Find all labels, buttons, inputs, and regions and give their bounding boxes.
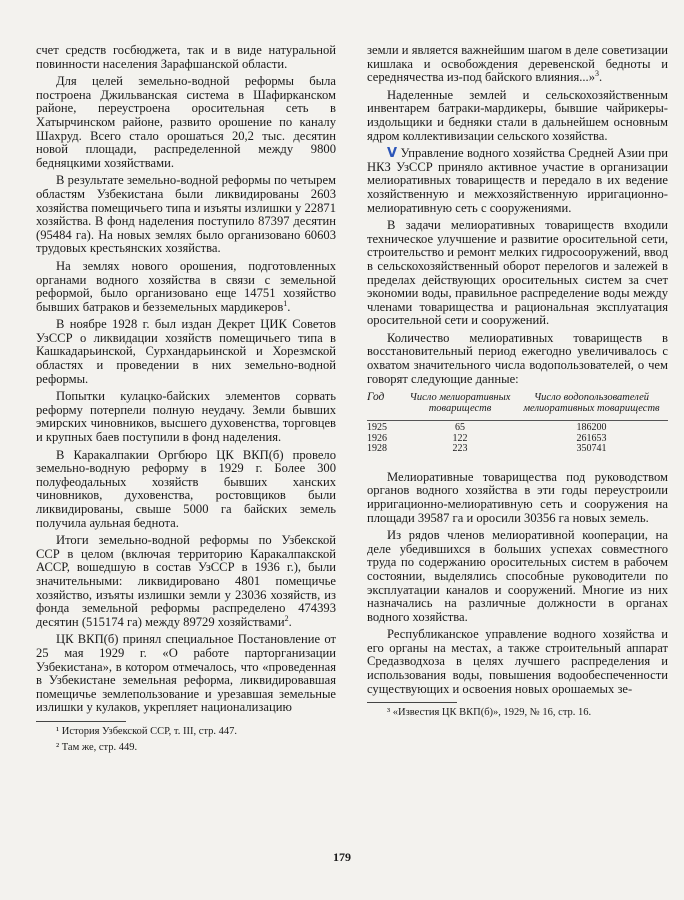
table-cell: 1925 [367,421,405,434]
paragraph-text: земли и является важнейшим шагом в деле советизации кишлака и освобождения деревенской бедноты и середнячества из-под байского влияния...» [367,43,668,85]
statistics-table [367,392,668,455]
paragraph: Из рядов членов мелиоративной кооперации, на деле убедившихся в больших успехах совместного труда по содержанию оросительных систем в рабочем состоянии, выделялись способные руководители по эксплуатации каналов и сооружений. Многие из них назначались на различные должности в органах водного хозяйства. [367,528,668,624]
paragraph [367,147,668,215]
table-cell: 65 [405,421,515,434]
table-cell: 1926 [367,432,387,444]
paragraph: Республиканское управление водного хозяйства и его органы на местах, а также строительный аппарат Средазводхоза в целях лучшего распределения и использования воды, повышения водообеспеченности существующих и освоения новых орошаемых зе- [367,627,668,696]
paragraph-text: Управление водного хозяйства Средней Азии при НКЗ УзССР приняло активное участие в организации мелиоративных товариществ и передало в их ведение хозяйственную и межхозяйственную ирригационно-мелиоративную сеть с сооружениями. [367,146,668,215]
footnote-divider [36,721,126,722]
footnote: ¹ История Узбекской ССР, т. III, стр. 447. [56,725,237,737]
paragraph: В ноябре 1928 г. был издан Декрет ЦИК Советов УзССР о ликвидации хозяйств помещичьего типа в Кашкадарьинской, Сурхандарьинской и Хорезмской областях и проведении в них земельно-водной реформы. [36,317,336,386]
table-cell: 122 [452,432,468,444]
paragraph-text: На землях нового орошения, подготовленных органами водного хозяйства в связи с земельной реформой, было организовано еще 14751 хозяйство бывших батраков и безземельных мардикеров [36,258,336,314]
column-header: Число водопользователей мелиоративных товариществ [523,392,660,415]
footnote: ² Там же, стр. 449. [56,742,138,754]
footnote: ³ «Известия ЦК ВКП(б)», 1929, № 16, стр. 16. [387,707,592,719]
table-cell: 350741 [576,443,607,455]
paragraph: Мелиоративные товарищества под руководством органов водного хозяйства в эти годы переустроили ирригационно-мелиоративную сеть и сооружения на площади 39587 га и оросили 30356 га новых земель. [367,469,668,525]
paragraph: счет средств госбюджета, так и в виде натуральной повинности населения Зарафшанской области. [36,43,336,71]
paragraph: На землях нового орошения, подготовленных органами водного хозяйства в связи с земельной реформой, было организовано еще 14751 хозяйство бывших батраков и безземельных мардикеров$^1$. [36,258,336,314]
paragraph: Итоги земельно-водной реформы по Узбекской ССР в целом (включая территорию Каракалпакской АССР, вошедшую в состав УзССР в 1936 г.), были значительными: ликвидировано 4801 помещичье хозяйство, изъяты излишки земли у 23036 хозяйств, из фонда земельной реформы распределено 474393 десятин (515174 га) между 89729 хозяйствами$^2$. [36,533,336,629]
paragraph: земли и является важнейшим шагом в деле советизации кишлака и освобождения деревенской бедноты и середнячества из-под байского влияния...»$^3$. [367,43,668,85]
paragraph: В Каракалпакии Оргбюро ЦК ВКП(б) провело земельно-водную реформу в 1929 г. Более 300 полуфеодальных хозяйств бывших ханских чиновников, духовенства, ростовщиков были ликвидированы, свыше 5000 га байских земель получила аульная беднота. [36,447,336,530]
paragraph: В задачи мелиоративных товариществ входили техническое улучшение и развитие оросительной сети, строительство и ремонт мелких гидросооружений, ввод в сельскохозяйственный оборот перелогов и залежей в пределах действующих оросительных систем за счет экономии воды, правильное распределение воды между членами товарищества и рациональная эксплуатация оросительной сети и сооружений. [367,218,668,328]
table-cell: 1928 [367,443,387,455]
checkmark-icon: V [387,146,398,162]
paragraph: Попытки кулацко-байских элементов сорвать реформу потерпели полную неудачу. Земли бывших эмирских чиновников, высшего духовенства, торговцев и крупных баев поступили в фонд наделения. [36,389,336,445]
right-column [367,44,668,724]
table-row [367,421,668,434]
footnote-ref: 3 [595,69,599,78]
column-header: Год [367,391,385,404]
paragraph: Наделенные землей и сельскохозяйственным инвентарем батраки-мардикеры, бывшие чайрикеры-издольщики и бедняки стали в дальнейшем основным ядром коллективизации сельского хозяйства. [367,87,668,143]
left-column [36,44,336,759]
paragraph: Количество мелиоративных товариществ в восстановительный период ежегодно увеличивалось с охватом значительного числа водопользователей, о чем говорят следующие данные: [367,330,668,386]
footnote-divider [367,702,457,703]
paragraph: ЦК ВКП(б) принял специальное Постановление от 25 мая 1929 г. «О работе парторганизации Узбекистана», в котором отмечалось, что «проведенная в Узбекистане земельная реформа, ликвидировавшая помещичье землепользование и урезавшая земельные излишки у кулаков, укрепляет национализацию [36,632,336,715]
footnote-ref: 2 [284,613,289,623]
column-header: Число мелиоративных товариществ [409,392,511,415]
page-number: 179 [333,850,351,864]
table-row [367,444,668,455]
paragraph-text: Итоги земельно-водной реформы по Узбекской ССР в целом (включая территорию Каракалпакской АССР, вошедшую в состав УзССР в 1936 г.), были значительными: ликвидировано 4801 помещичье хозяйство, изъяты излишки земли у 23036 хозяйств, из фонда земельной реформы распределено 474393 десятин (515174 га) между 89729 хозяйствами [36,533,336,629]
paragraph: В результате земельно-водной реформы по четырем областям Узбекистана были ликвидированы 2603 хозяйства помещичьего типа и изъяты излишки у 22871 хозяйства. В фонд наделения поступило 87397 десятин (95484 га). На новых землях было организовано 60603 трудовых крестьянских хозяйства. [36,173,336,256]
table-cell: 261653 [576,432,607,444]
footnote-ref: 1 [283,298,288,308]
table-row [367,434,668,445]
paragraph: Для целей земельно-водной реформы была построена Джильванская система в Шафирканском районе, переустроена оросительная сеть в Хатырчинском районе, развито орошение по каналу Шахруд. Всего стало орошаться 20,2 тыс. десятин новой площади, распределенной между 9800 бедняцкими хозяйствами. [36,74,336,170]
table-cell: 186200 [515,421,668,434]
table-cell: 223 [452,443,468,455]
